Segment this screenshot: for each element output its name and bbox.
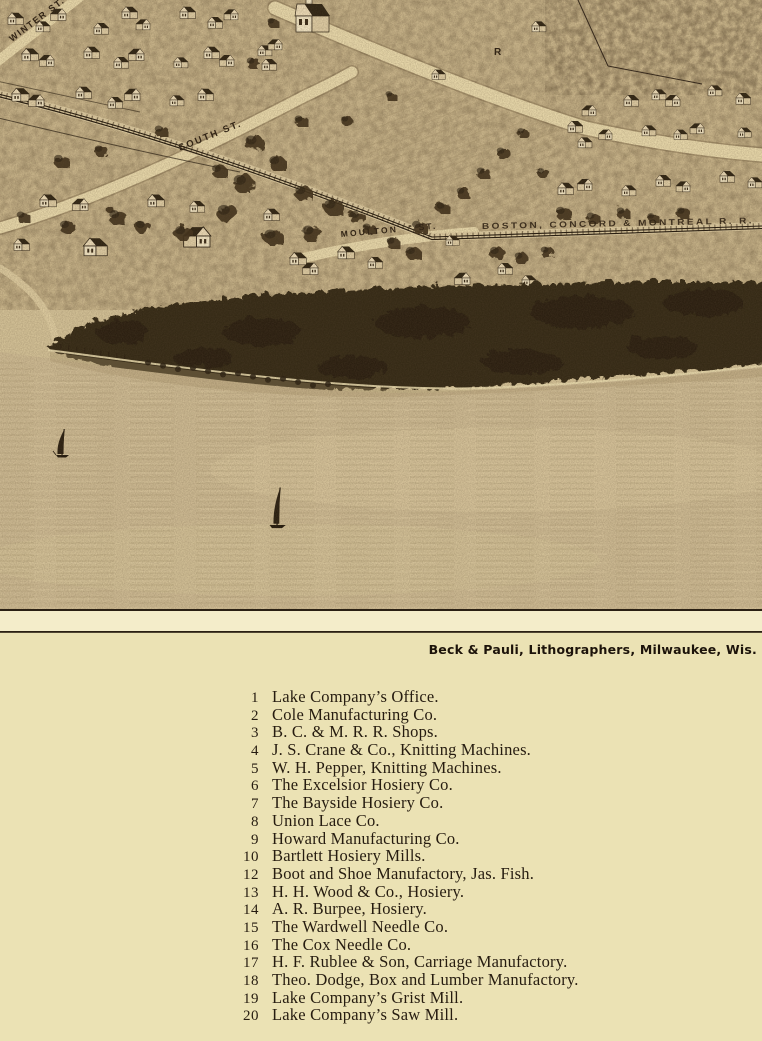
legend-item [0,899,762,917]
legend-item [0,882,762,900]
legend-item-number: 17 [243,955,259,972]
legend-item [0,793,762,811]
legend-item-label: W. H. Pepper, Knitting Machines. [272,757,502,777]
legend-item [0,1005,762,1023]
legend-item-number: 15 [243,919,259,936]
legend-item [0,829,762,847]
legend-item-label: Theo. Dodge, Box and Lumber Manufactory. [272,970,579,989]
legend-item-label: J. S. Crane & Co., Knitting Machines. [272,740,532,760]
legend-item-number: 7 [251,796,259,813]
legend-item [0,935,762,953]
legend-list [0,687,762,1023]
legend-item-number: 1 [251,690,259,706]
legend-item-number: 4 [251,743,259,760]
legend-item [0,970,762,988]
legend-item-label: B. C. & M. R. R. Shops. [272,722,438,742]
legend-item-number: 10 [243,849,259,866]
legend-item-label: H. H. Wood & Co., Hosiery. [272,881,465,901]
legend-item [0,705,762,723]
legend-item-label: Lake Company’s Grist Mill. [272,987,464,1007]
legend-item-number: 20 [243,1008,259,1025]
legend-item-number: 13 [243,884,259,901]
legend-item-number: 18 [243,973,259,989]
legend-item [0,758,762,776]
legend-item [0,864,762,882]
legend-item-label: Cole Manufacturing Co. [272,704,438,724]
legend-item-label: The Cox Needle Co. [272,934,412,954]
legend-item [0,722,762,740]
page-rule-line [0,631,762,633]
legend-item-number: 14 [243,902,259,919]
map-margin-band [0,611,762,631]
legend-item-number: 6 [251,778,259,795]
legend-item-label: Bartlett Hosiery Mills. [272,846,426,866]
legend-item-number: 9 [251,831,259,848]
legend-item [0,775,762,793]
legend-item-label: Boot and Shoe Manufactory, Jas. Fish. [272,863,535,883]
legend-item [0,846,762,864]
legend-item-number: 3 [251,725,259,742]
legend-item-label: Lake Company’s Office. [272,687,439,706]
legend-item [0,917,762,935]
legend-item-label: H. F. Rublee & Son, Carriage Manufactory. [272,952,568,972]
legend-item-label: Union Lace Co. [272,810,380,830]
legend-item-number: 8 [251,813,259,830]
legend-item-number: 12 [243,866,259,883]
legend-item-label: The Bayside Hosiery Co. [272,793,444,813]
legend-item-number: 2 [251,707,259,724]
lithographer-credit: Beck & Pauli, Lithographers, Milwaukee, Wis. [428,642,757,657]
legend-item [0,687,762,705]
legend-item [0,811,762,829]
legend-item-number: 5 [251,760,259,777]
map-border-line [0,609,762,611]
legend-item-label: Lake Company’s Saw Mill. [272,1005,459,1025]
legend-item-number: 16 [243,937,259,954]
legend-item-label: The Wardwell Needle Co. [272,916,449,936]
legend-item-label: A. R. Burpee, Hosiery. [272,899,428,919]
legend-item [0,952,762,970]
legend-item [0,740,762,758]
legend-item [0,988,762,1006]
legend-item-label: The Excelsior Hosiery Co. [272,775,453,795]
legend-item-number: 19 [243,990,259,1007]
legend-item-label: Howard Manufacturing Co. [272,828,460,848]
